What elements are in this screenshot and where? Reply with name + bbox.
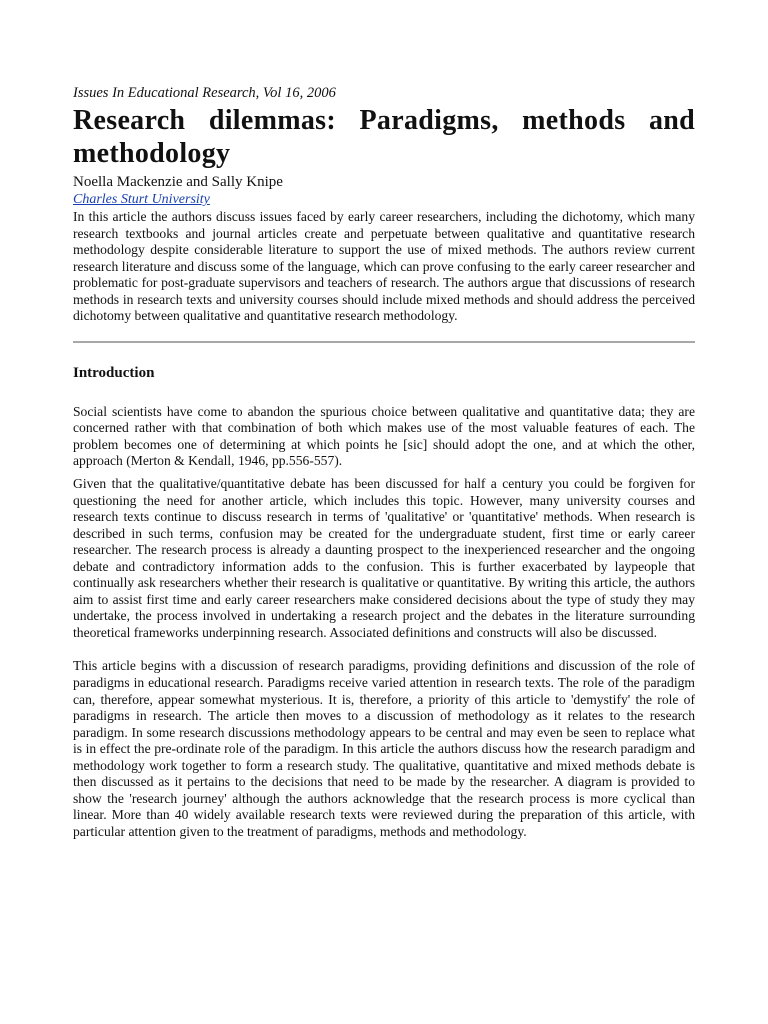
- article-title: Research dilemmas: Paradigms, methods and methodology: [73, 105, 695, 169]
- introduction-heading: Introduction: [73, 364, 155, 381]
- abstract-text: In this article the authors discuss issues faced by early career researchers, including the dichotomy, which many research textbooks and journal articles create and perpetuate between qualitative and quantitative research methodology despite considerable literature to support the use of mixed methods. The authors review current research literature and discuss some of the language, which can prove confusing to the early career researcher and problematic for post-graduate supervisors and teachers of research. The authors argue that discussions of research methods in research texts and university courses should include mixed methods and should address the perceived dichotomy between qualitative and quantitative research methodology.: [73, 209, 695, 324]
- affiliation-link[interactable]: Charles Sturt University: [73, 192, 210, 207]
- intro-paragraph-3: This article begins with a discussion of research paradigms, providing definitions and discussion of the role of paradigms in educational research. Paradigms receive varied attention in research texts. The role of the paradigm can, therefore, appear somewhat mysterious. It is, therefore, a priority of this article to 'demystify' the role of paradigms in research. The article then moves to a discussion of methodology as it relates to the research paradigm. In some research discussions methodology appears to be central and may even be seen to replace what is in effect the pre-ordinate role of the paradigm. In this article the authors discuss how the research paradigm and methodology work together to form a research study. The qualitative, quantitative and mixed methods debate is then discussed as it pertains to the decisions that need to be made by the researcher. A diagram is provided to show the 'research journey' although the authors acknowledge that the research process is more cyclical than linear. More than 40 widely available research texts were reviewed during the preparation of this article, with particular attention given to the treatment of paradigms, methods and methodology.: [73, 658, 695, 839]
- article-page: [73, 84, 695, 841]
- intro-paragraph-2: Given that the qualitative/quantitative debate has been discussed for half a century you could be forgiven for questioning the need for another article, which includes this topic. However, many university courses and research texts continue to discuss research in terms of 'qualitative' or 'quantitative' methods. When research is described in such terms, confusion may be created for the undergraduate student, first time or early career researcher. The research process is already a daunting prospect to the inexperienced researcher and the ongoing debate and contradictory information adds to the confusion. This is further exacerbated by laypeople that continually ask researchers whether their research is qualitative or quantitative. By writing this article, the authors aim to assist first time and early career researchers make considered decisions about the type of study they may undertake, the process involved in undertaking a research project and the debates in the literature surrounding theoretical frameworks underpinning research. Associated definitions and constructs will also be discussed.: [73, 476, 695, 640]
- journal-citation: Issues In Educational Research, Vol 16, 2006: [73, 85, 336, 101]
- intro-paragraph-quote: Social scientists have come to abandon the spurious choice between qualitative and quantitative data; they are concerned rather with that combination of both which makes use of the most valuable features of each. The problem becomes one of determining at which points he [sic] should adopt the one, and at which the other, approach (Merton & Kendall, 1946, pp.556-557).: [73, 403, 695, 469]
- article-authors: Noella Mackenzie and Sally Knipe: [73, 174, 283, 190]
- section-divider: [73, 341, 695, 343]
